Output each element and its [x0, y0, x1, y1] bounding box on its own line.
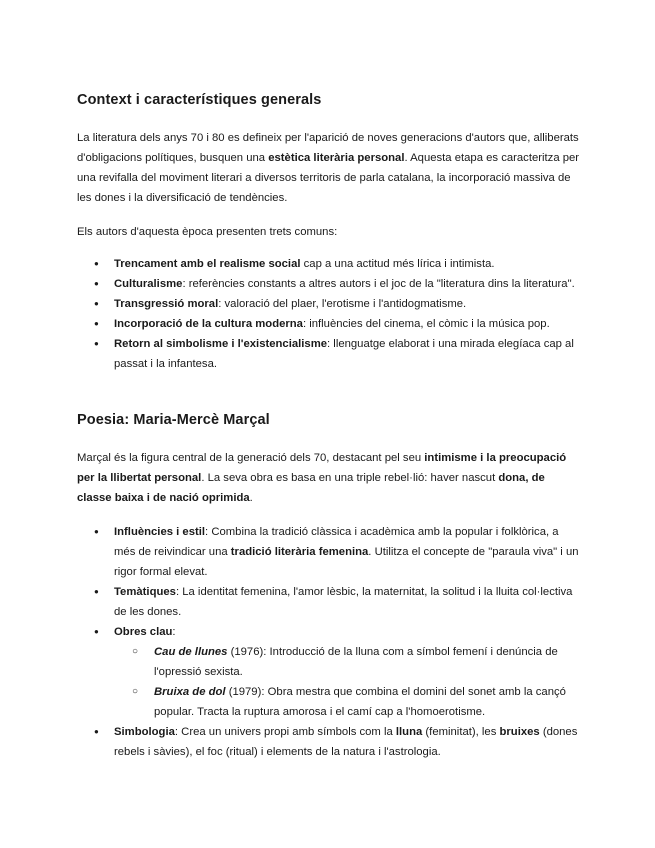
sublist-item	[114, 682, 582, 722]
item-text: : Crea un univers propi amb símbols com la	[174, 726, 396, 738]
list-item	[77, 314, 582, 334]
item-bold: Incorporació de la cultura moderna	[114, 318, 303, 330]
text-run: La literatura dels anys 70 i 80 es defineix per l'aparició de noves generacions d'autors que, alliberats d'obligacions polítiques, busquen una	[77, 132, 579, 164]
item-bold: Retorn al simbolisme i l'existencialisme	[114, 338, 328, 350]
item-text: cap a una actitud més lírica i intimista.	[300, 258, 495, 270]
item-bold: tradició literària femenina	[230, 546, 369, 558]
bold-run: intimisme i la preocupació per la llibertat personal	[77, 452, 567, 484]
item-bold: Trencament amb el realisme social	[114, 258, 301, 270]
traits-intro: Els autors d'aquesta època presenten trets comuns:	[77, 226, 338, 238]
text-run: . La seva obra es basa en una triple rebel·lió: haver nascut	[201, 472, 499, 484]
item-bold: Transgressió moral	[114, 298, 219, 310]
list-item	[77, 334, 582, 374]
context-paragraph	[77, 128, 582, 208]
list-item-works	[77, 622, 582, 722]
item-text: (feminitat), les	[422, 726, 500, 738]
marcal-paragraph	[77, 448, 582, 508]
item-text: : La identitat femenina, l'amor lèsbic, la maternitat, la solitud i la lluita col·lectiva de les dones.	[114, 586, 573, 618]
item-bold: Simbologia	[114, 726, 175, 738]
item-text: (dones rebels i sàvies), el foc (ritual) i elements de la natura i l'astrologia.	[114, 726, 578, 758]
section-heading-poesia: Poesia: Maria-Mercè Marçal	[77, 412, 270, 428]
item-bold: Influències i estil	[114, 526, 206, 538]
item-text: : influències del cinema, el còmic i la música pop.	[302, 318, 550, 330]
item-text: (1979): Obra mestra que combina el domini del sonet amb la cançó popular. Tracta la ruptura amorosa i el camí cap a l'homoerotisme.	[154, 686, 566, 718]
item-text: : Combina la tradició clàssica i acadèmica amb la popular i folklòrica, a més de reivindicar una	[114, 526, 559, 558]
item-bold: lluna	[395, 726, 423, 738]
bold-run: estètica literària personal	[268, 152, 405, 164]
item-text: :	[172, 626, 176, 638]
list-item-themes	[77, 582, 582, 622]
list-item-influences	[77, 522, 582, 582]
text-run: .	[249, 492, 253, 504]
item-text: (1976): Introducció de la lluna com a símbol femení i denúncia de l'opressió sexista.	[154, 646, 558, 678]
item-bold: Temàtiques	[114, 586, 176, 598]
works-sublist	[114, 642, 582, 722]
work-title: Cau de llunes	[154, 646, 228, 658]
item-text: : referències constants a altres autors i el joc de la "literatura dins la literatura".	[182, 278, 575, 290]
section-heading-context: Context i característiques generals	[77, 92, 322, 108]
list-item	[77, 274, 582, 294]
marcal-list	[77, 522, 582, 762]
work-title: Bruixa de dol	[154, 686, 226, 698]
item-text: : llenguatge elaborat i una mirada elegíaca cap al passat i la infantesa.	[114, 338, 574, 370]
text-run: Marçal és la figura central de la generació dels 70, destacant pel seu	[77, 452, 425, 464]
list-item	[77, 254, 582, 274]
bold-run: dona, de classe baixa i de nació oprimida	[77, 472, 545, 504]
text-run: . Aquesta etapa es caracteritza per una revifalla del moviment literari a diversos territoris de parla catalana, la incorporació massiva de les dones i la diversificació de tendències.	[77, 152, 580, 204]
item-text: : valoració del plaer, l'erotisme i l'antidogmatisme.	[218, 298, 467, 310]
item-text: . Utilitza el concepte de "paraula viva" i un rigor formal elevat.	[114, 546, 579, 578]
item-bold: bruixes	[499, 726, 540, 738]
sublist-item	[114, 642, 582, 682]
traits-list	[77, 254, 582, 374]
item-bold: Culturalisme	[114, 278, 183, 290]
item-bold: Obres clau	[114, 626, 173, 638]
list-item	[77, 294, 582, 314]
list-item-symbols	[77, 722, 582, 762]
